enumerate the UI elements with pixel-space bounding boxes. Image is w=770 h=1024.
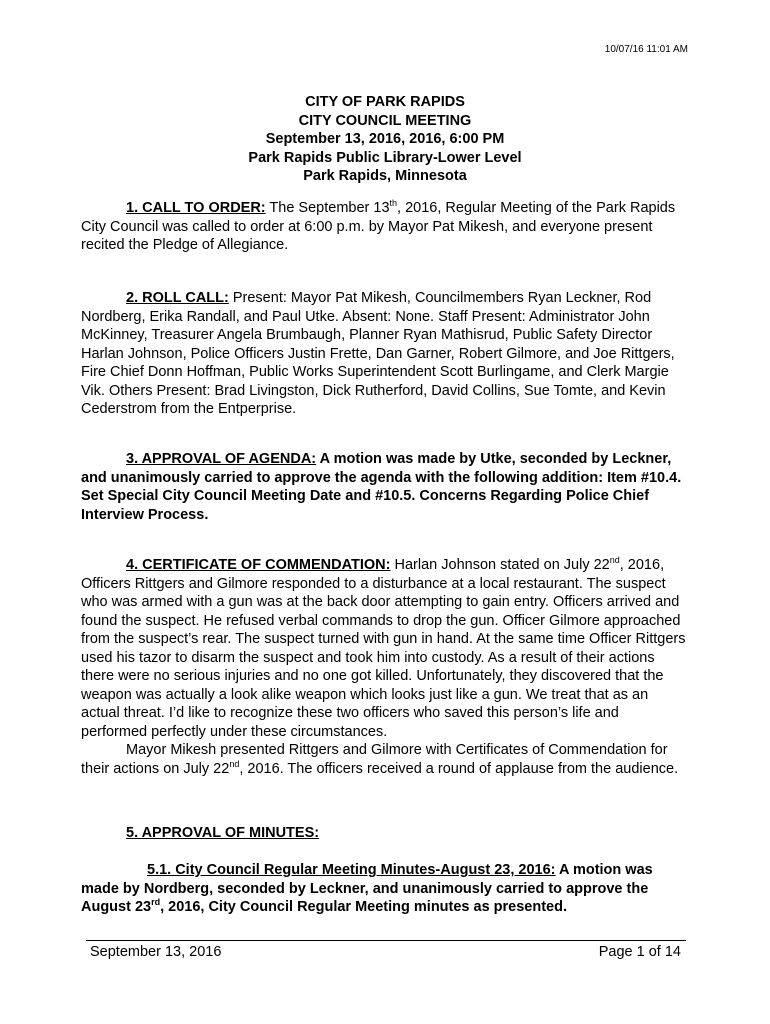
section-text: A motion was made by Utke, seconded by Leckner, and unanimously carried to approve the agenda with the following addition: Item #10.4. Set Special City Council Meeting Date and #10.5. Concerns Regarding Police Chief Interview Process. (81, 451, 682, 523)
section-text: , 2016, Regular Meeting of the Park Rapids City Council was called to order at 6:00 p.m. by Mayor Pat Mikesh, and everyone present recited the Pledge of Allegiance. (81, 200, 676, 253)
section-text: The September 13 (265, 200, 390, 216)
superscript: th (389, 198, 398, 209)
section-text: Mayor Mikesh presented Rittgers and Gilmore with Certificates of Commendation for their actions on July 22 (81, 742, 668, 777)
header-city: CITY OF PARK RAPIDS (305, 94, 465, 110)
section-call-to-order (81, 199, 687, 255)
header-location: Park Rapids Public Library-Lower Level (248, 149, 522, 166)
section-text: Harlan Johnson stated on July 22 (390, 557, 610, 573)
footer-divider (86, 940, 686, 941)
section-heading: 1. CALL TO ORDER: (126, 200, 266, 216)
section-heading: 5. APPROVAL OF MINUTES: (126, 825, 320, 841)
header-city-state: Park Rapids, Minnesota (303, 168, 467, 184)
superscript: nd (229, 758, 240, 769)
superscript: nd (609, 555, 620, 566)
section-heading: 2. ROLL CALL: (126, 290, 229, 306)
footer-page-number: Page 1 of 14 (598, 944, 681, 960)
section-text: Present: Mayor Pat Mikesh, Councilmembers Ryan Leckner, Rod Nordberg, Erika Randall, and Paul Utke. Absent: None. Staff Present: Administrator John McKinney, Treasurer Angela Brumbaugh, Planner Ryan Mathisrud, Public Safety Director Harlan Johnson, Police Officers Justin Frette, Dan Garner, Robert Gilmore, and Joe Rittgers, Fire Chief Donn Hoffman, Public Works Superintendent Scott Burlingame, and Clerk Margie Vik. Others Present: Brad Livingston, Dick Rutherford, David Collins, Sue Tomte, and Kevin Cederstrom from the Entperprise. (81, 290, 675, 417)
header-meeting: CITY COUNCIL MEETING (298, 112, 472, 129)
section-certificate-of-commendation (81, 556, 687, 778)
section-heading: 4. CERTIFICATE OF COMMENDATION: (126, 557, 391, 573)
section-roll-call (81, 289, 687, 419)
section-approval-of-minutes (81, 824, 687, 843)
section-approval-of-agenda (81, 450, 687, 524)
section-text: A motion was made by Nordberg, seconded by Leckner, and unanimously carried to approve the August 23 (81, 862, 653, 915)
superscript: rd (151, 897, 161, 908)
footer-date: September 13, 2016 (90, 944, 222, 960)
print-timestamp: 10/07/16 11:01 AM (604, 44, 688, 55)
section-text: , 2016, City Council Regular Meeting minutes as presented. (160, 899, 568, 915)
header-date: September 13, 2016, 2016, 6:00 PM (265, 131, 505, 147)
section-text: , 2016. The officers received a round of applause from the audience. (239, 760, 679, 777)
section-heading: 5.1. City Council Regular Meeting Minutes-August 23, 2016: (147, 862, 556, 878)
section-heading: 3. APPROVAL OF AGENDA: (126, 451, 317, 467)
document-header (0, 93, 770, 186)
section-regular-meeting-minutes (81, 861, 687, 917)
section-text: , 2016, Officers Rittgers and Gilmore responded to a disturbance at a local restaurant. The suspect who was armed with a gun was at the back door attempting to gain entry. Officers arrived and found the suspect. He refused verbal commands to drop the gun. Officer Gilmore approached from the suspect’s rear. The suspect turned with gun in hand. At the same time Officer Rittgers used his tazor to disarm the suspect and took him into custody. As a result of their actions there were no serious injuries and no one got killed. Unfortunately, they discovered that the weapon was actually a look alike weapon which looks just like a gun. We treat that as an actual threat. I’d like to recognize these two officers who saved this person’s life and performed perfectly under these circumstances. (81, 557, 686, 740)
